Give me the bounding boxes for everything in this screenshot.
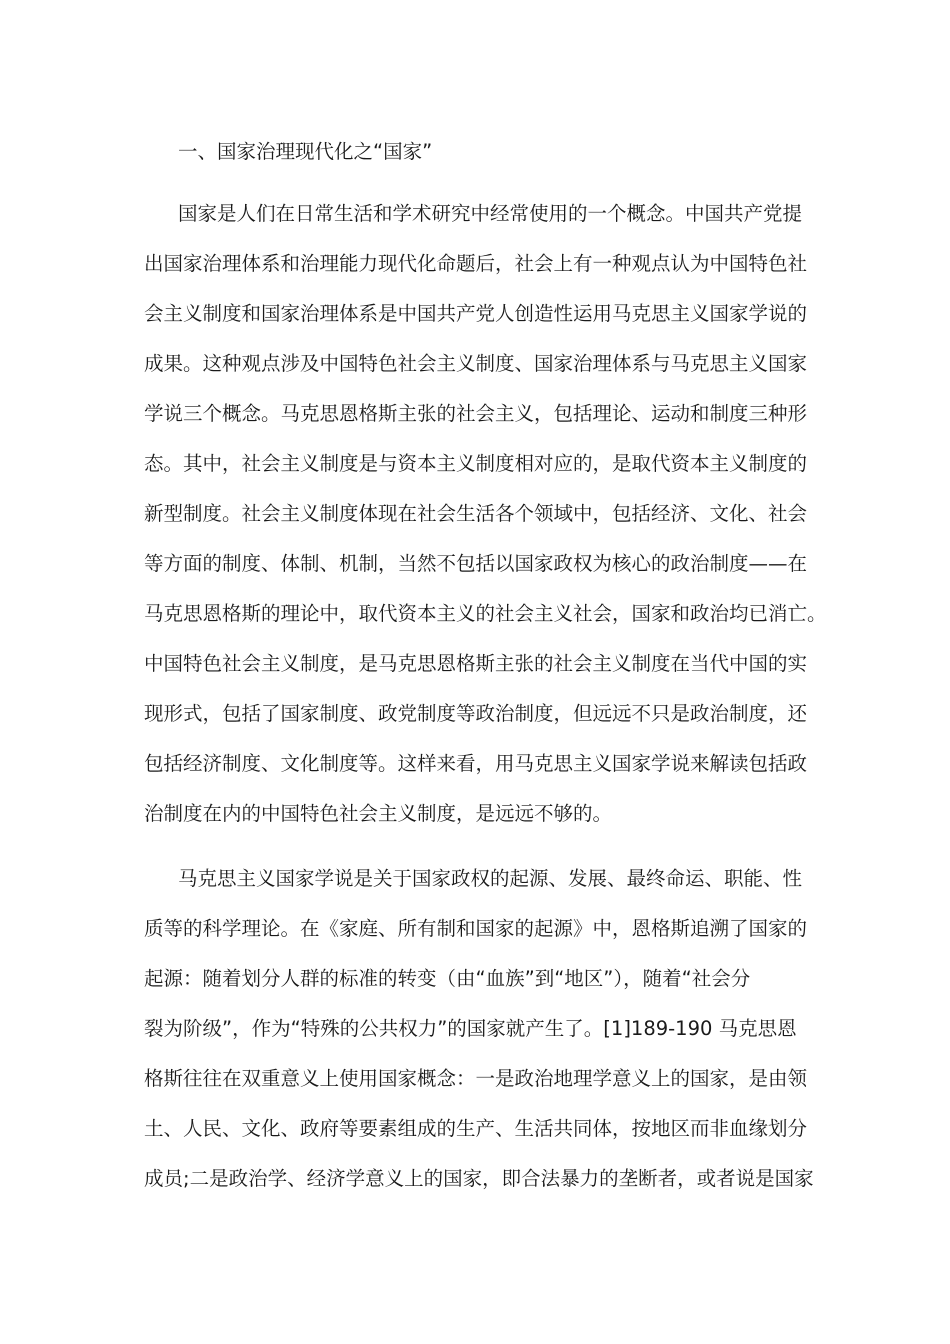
paragraph-line: 治制度在内的中国特色社会主义制度，是远远不够的。 [144, 802, 613, 825]
paragraph-1 [144, 189, 827, 839]
paragraph-line: 国家是人们在日常生活和学术研究中经常使用的一个概念。中国共产党提 [178, 202, 803, 225]
paragraph-line: 等方面的制度、体制、机制，当然不包括以国家政权为核心的政治制度——在 [144, 552, 808, 575]
section-heading: 一、国家治理现代化之“国家” [178, 140, 433, 163]
paragraph-line: 马克思主义国家学说是关于国家政权的起源、发展、最终命运、职能、性 [178, 867, 803, 890]
paragraph-line: 出国家治理体系和治理能力现代化命题后，社会上有一种观点认为中国特色社 [144, 252, 808, 275]
paragraph-line: 格斯往往在双重意义上使用国家概念：一是政治地理学意义上的国家，是由领 [144, 1067, 808, 1090]
paragraph-line: 新型制度。社会主义制度体现在社会生活各个领域中，包括经济、文化、社会 [144, 502, 808, 525]
paragraph-2 [144, 854, 814, 1204]
paragraph-line: 裂为阶级”，作为“特殊的公共权力”的国家就产生了。[1]189-190 马克思恩 [144, 1017, 797, 1040]
paragraph-line: 学说三个概念。马克思恩格斯主张的社会主义，包括理论、运动和制度三种形 [144, 402, 808, 425]
paragraph-line: 现形式，包括了国家制度、政党制度等政治制度，但远远不只是政治制度，还 [144, 702, 808, 725]
paragraph-line: 会主义制度和国家治理体系是中国共产党人创造性运用马克思主义国家学说的 [144, 302, 808, 325]
paragraph-line: 质等的科学理论。在《家庭、所有制和国家的起源》中，恩格斯追溯了国家的 [144, 917, 808, 940]
paragraph-line: 马克思恩格斯的理论中，取代资本主义的社会主义社会，国家和政治均已消亡。 [144, 602, 827, 625]
paragraph-line: 土、人民、文化、政府等要素组成的生产、生活共同体，按地区而非血缘划分 [144, 1117, 808, 1140]
document-body [144, 130, 827, 1204]
paragraph-line: 成员;二是政治学、经济学意义上的国家，即合法暴力的垄断者，或者说是国家 [144, 1167, 814, 1190]
paragraph-line: 包括经济制度、文化制度等。这样来看，用马克思主义国家学说来解读包括政 [144, 752, 808, 775]
paragraph-gap [144, 174, 804, 189]
paragraph-line: 成果。这种观点涉及中国特色社会主义制度、国家治理体系与马克思主义国家 [144, 352, 808, 375]
paragraph-gap [144, 839, 804, 854]
paragraph-line: 中国特色社会主义制度，是马克思恩格斯主张的社会主义制度在当代中国的实 [144, 652, 808, 675]
paragraph-line: 起源：随着划分人群的标准的转变（由“血族”到“地区”），随着“社会分 [144, 967, 751, 990]
paragraph-line: 态。其中，社会主义制度是与资本主义制度相对应的，是取代资本主义制度的 [144, 452, 808, 475]
